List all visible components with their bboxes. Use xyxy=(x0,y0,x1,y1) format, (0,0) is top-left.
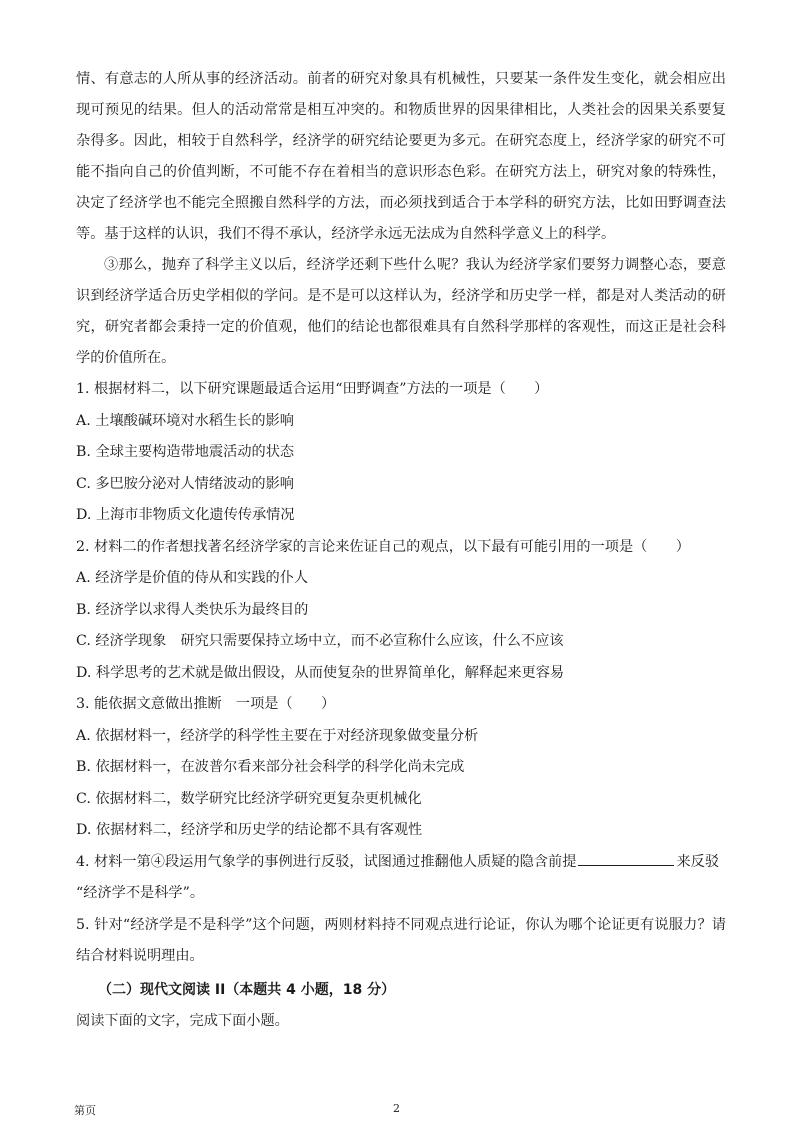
question-5 xyxy=(76,910,726,973)
section-title: （二）现代文阅读 II（本题共 4 小题，18 分） xyxy=(98,981,396,998)
option-b: B. 经济学以求得人类快乐为最终目的 xyxy=(76,601,309,618)
option-c: C. 多巴胺分泌对人情绪波动的影响 xyxy=(76,475,294,492)
option-c: C. 依据材料二，数学研究比经济学研究更复杂更机械化 xyxy=(76,790,422,807)
question-stem-line2: “经济学不是科学”。 xyxy=(76,885,205,901)
option-d: D. 上海市非物质文化遗传传承情况 xyxy=(76,507,295,523)
option-a: A. 经济学是价值的侍从和实践的仆人 xyxy=(76,570,309,586)
question-1 xyxy=(76,374,726,532)
question-stem: 5. 针对“经济学是不是科学”这个问题，两则材料持不同观点进行论证，你认为哪个论证更有说服力？请结合材料说明理由。 xyxy=(76,916,726,964)
answer-blank[interactable] xyxy=(578,851,674,866)
question-stem xyxy=(76,847,726,879)
question-4 xyxy=(76,847,726,910)
page-number: 2 xyxy=(393,1102,400,1115)
question-stem: 2. 材料二的作者想找著名经济学家的言论来佐证自己的观点，以下最有可能引用的一项是（ ） xyxy=(76,538,690,555)
question-2 xyxy=(76,532,726,690)
section-instruction: 阅读下面的文字，完成下面小题。 xyxy=(76,1012,289,1029)
material-paragraph: ③那么，抛弃了科学主义以后，经济学还剩下些什么呢？我认为经济学家们要努力调整心态，要意识到经济学适合历史学相似的学问。是不是可以这样认为，经济学和历史学一样，都是对人类活动的研究，研究者都会秉持一定的价值观，他们的结论也都很难具有自然科学那样的客观性，而这正是社会科学的价值所在。 xyxy=(76,257,726,366)
question-stem-part: 来反驳 xyxy=(676,853,720,870)
option-a: A. 土壤酸碱环境对水稻生长的影响 xyxy=(76,412,294,429)
footer-label: 第页 xyxy=(74,1104,96,1117)
option-a: A. 依据材料一，经济学的科学性主要在于对经济现象做变量分析 xyxy=(76,727,479,744)
option-d: D. 依据材料二，经济学和历史学的结论都不具有客观性 xyxy=(76,822,423,838)
question-stem-part: 4. 材料一第④段运用气象学的事例进行反驳，试图通过推翻他人质疑的隐含前提 xyxy=(76,853,577,870)
question-stem: 3. 能依据文意做出推断 一项是（ ） xyxy=(76,696,336,712)
material-paragraph: 情、有意志的人所从事的经济活动。前者的研究对象具有机械性，只要某一条件发生变化，就会相应出现可预见的结果。但人的活动常常是相互冲突的。和物质世界的因果律相比，人类社会的因果关系要复杂得多。因此，相较于自然科学，经济学的研究结论要更为多元。在研究态度上，经济学家的研究不可能不指向自己的价值判断，不可能不存在着相当的意识形态色彩。在研究方法上，研究对象的特殊性，决定了经济学也不能完全照搬自然科学的方法，而必须找到适合于本学科的研究方法，比如田野调查法等。基于这样的认识，我们不得不承认，经济学永远无法成为自然科学意义上的科学。 xyxy=(76,71,726,242)
option-b: B. 全球主要构造带地震活动的状态 xyxy=(76,444,295,460)
question-stem: 1. 根据材料二，以下研究课题最适合运用“田野调查”方法的一项是（ ） xyxy=(76,381,549,397)
option-d: D. 科学思考的艺术就是做出假设，从而使复杂的世界简单化，解释起来更容易 xyxy=(76,664,565,681)
option-b: B. 依据材料一，在波普尔看来部分社会科学的科学化尚未完成 xyxy=(76,759,465,775)
document-body xyxy=(76,64,726,1037)
option-c: C. 经济学现象 研究只需要保持立场中立，而不必宣称什么应该，什么不应该 xyxy=(76,633,564,649)
question-3 xyxy=(76,689,726,847)
